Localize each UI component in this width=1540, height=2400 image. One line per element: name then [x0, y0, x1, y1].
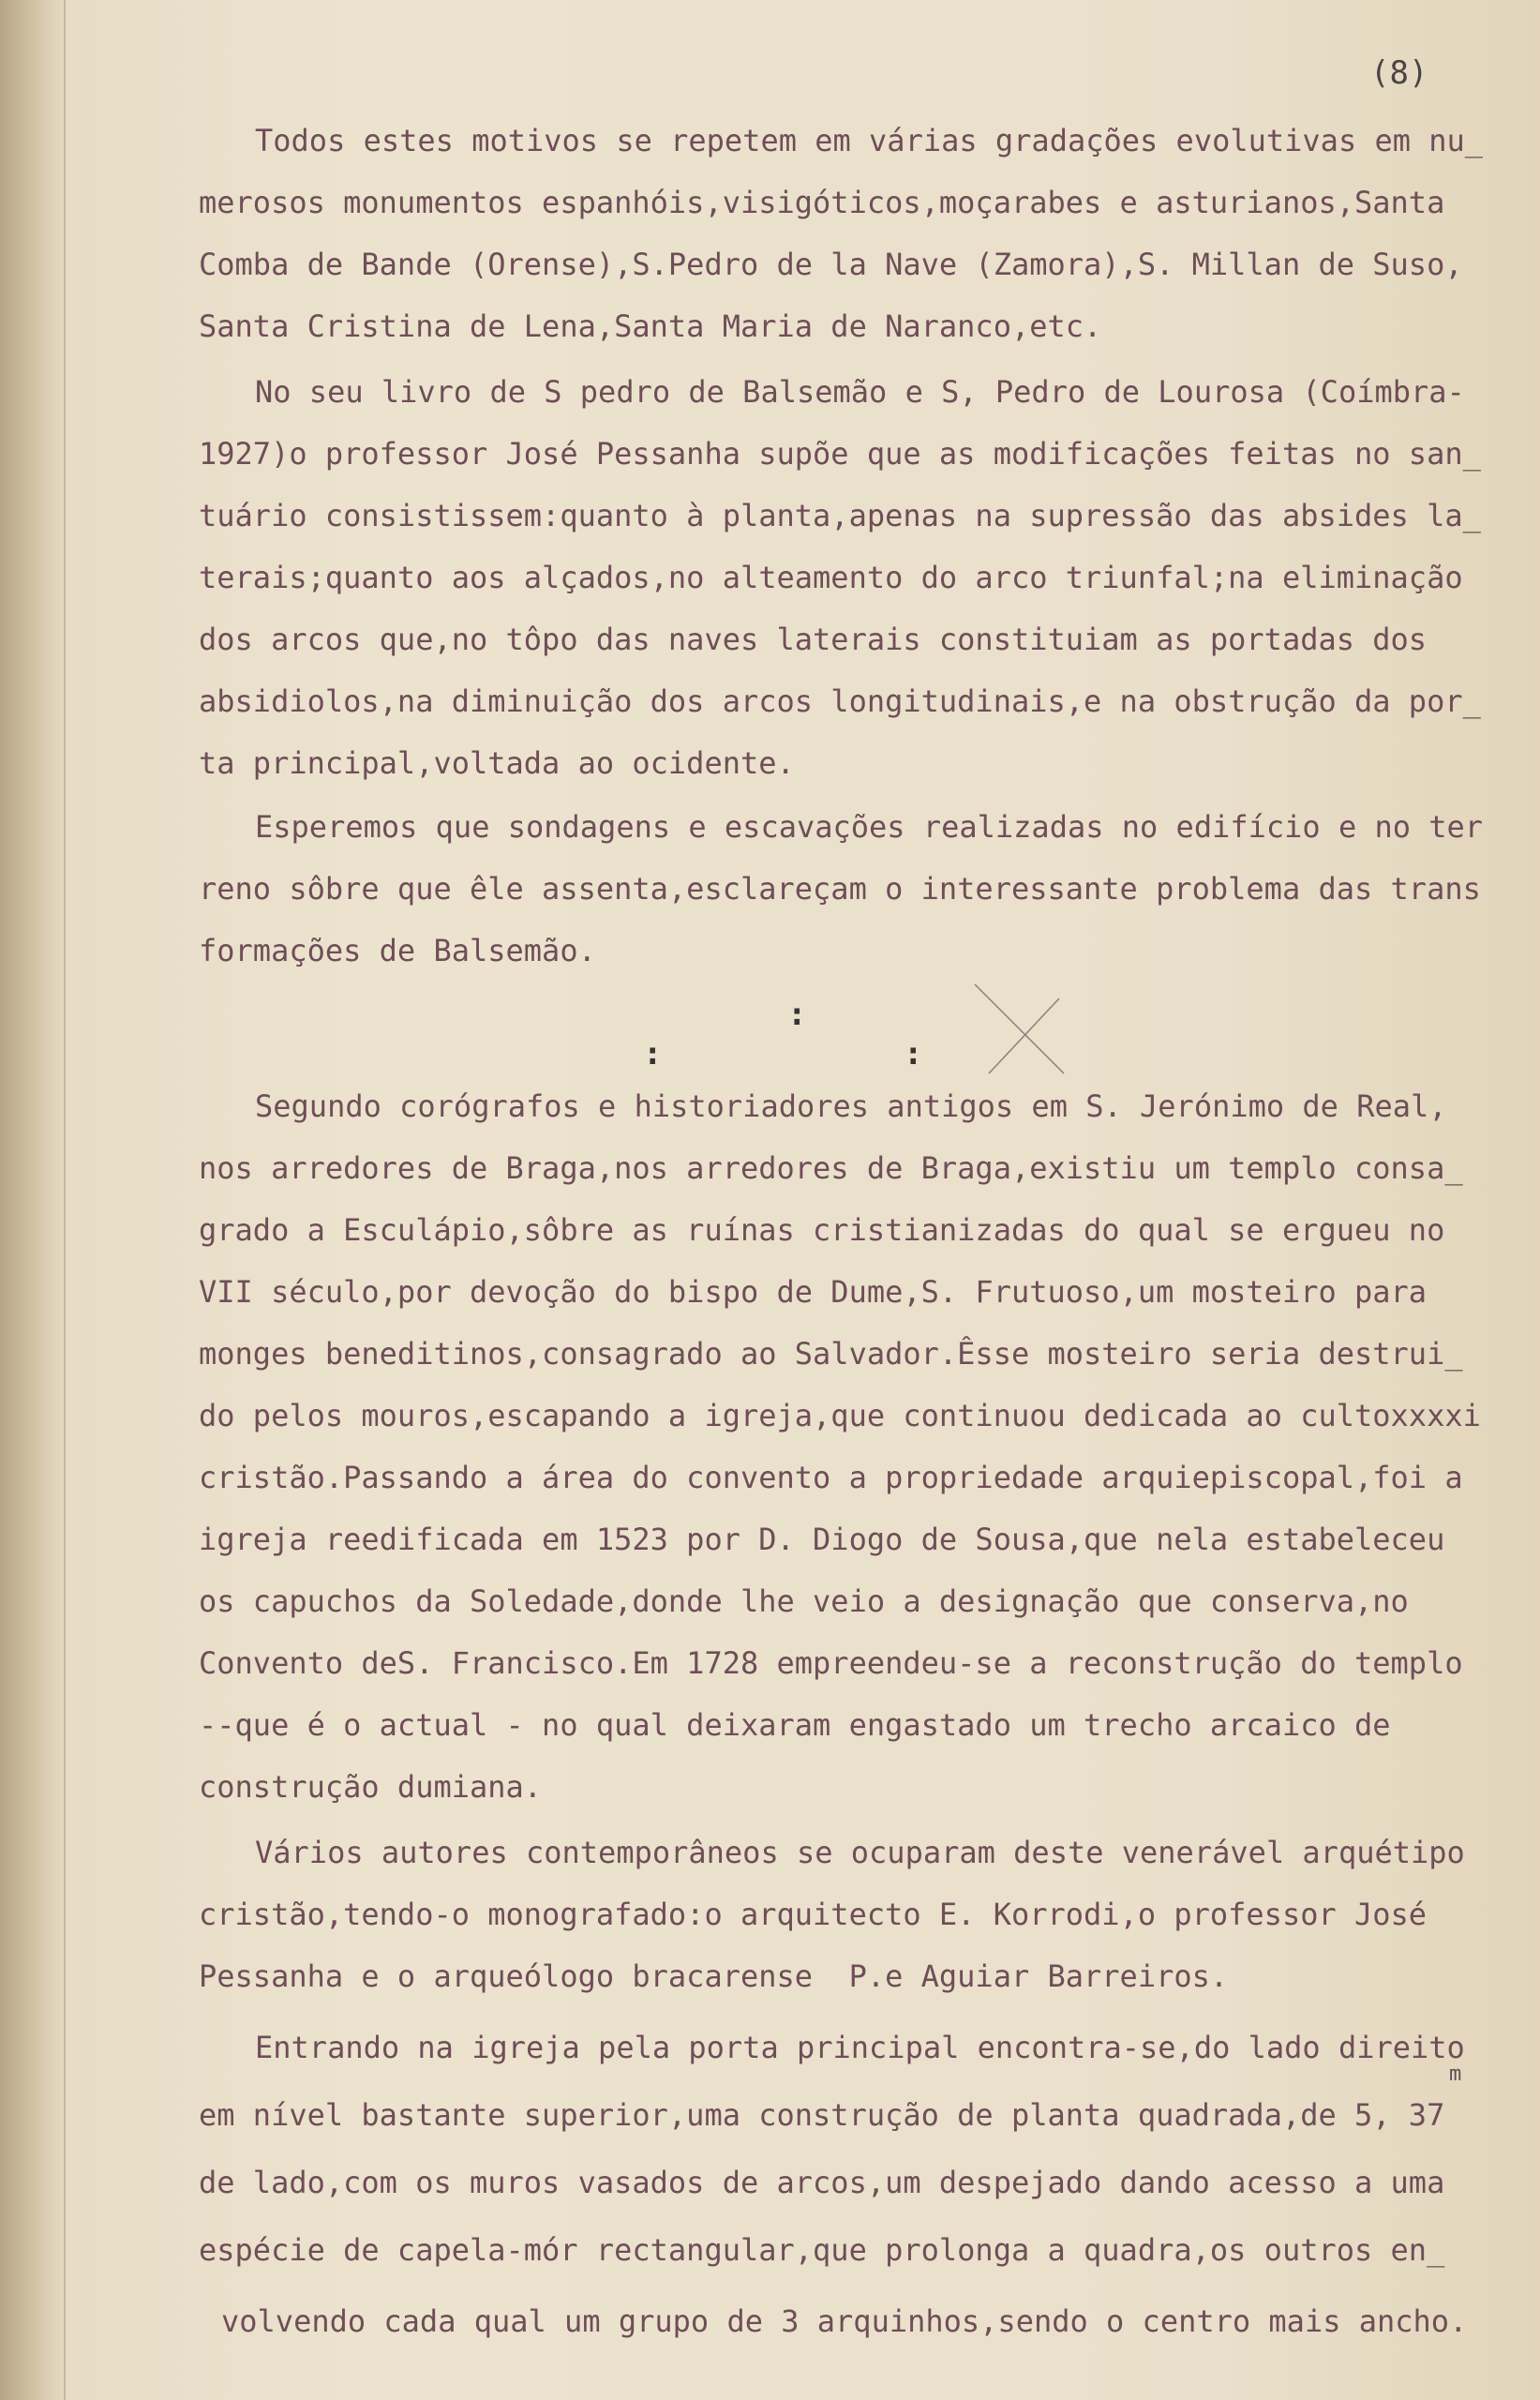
- superscript-meter-mark: m: [1449, 2062, 1462, 2086]
- text-line: Segundo corógrafos e historiadores antigos em S. Jerónimo de Real,: [255, 1088, 1447, 1124]
- text-line: 1927)o professor José Pessanha supõe que as modificações feitas no san_: [199, 436, 1481, 472]
- text-line: dos arcos que,no tôpo das naves laterais constituiam as portadas dos: [199, 622, 1428, 657]
- text-line: espécie de capela-mór rectangular,que prolonga a quadra,os outros en_: [199, 2232, 1445, 2268]
- text-line: --que é o actual - no qual deixaram engastado um trecho arcaico de: [199, 1707, 1391, 1743]
- text-line: Esperemos que sondagens e escavações realizadas no edifício e no ter: [255, 809, 1484, 845]
- text-line: os capuchos da Soledade,donde lhe veio a designação que conserva,no: [199, 1583, 1409, 1619]
- text-line: ta principal,voltada ao ocidente.: [199, 745, 795, 781]
- text-line: Entrando na igreja pela porta principal encontra-se,do lado direito: [255, 2030, 1465, 2065]
- text-line: terais;quanto aos alçados,no alteamento do arco triunfal;na eliminação: [199, 560, 1463, 595]
- text-line: cristão.Passando a área do convento a propriedade arquiepiscopal,foi a: [199, 1460, 1463, 1495]
- text-line: merosos monumentos espanhóis,visigóticos,moçarabes e asturianos,Santa: [199, 185, 1445, 220]
- text-line: em nível bastante superior,uma construção de planta quadrada,de 5, 37: [199, 2097, 1445, 2133]
- text-line: cristão,tendo-o monografado:o arquitecto E. Korrodi,o professor José: [199, 1897, 1428, 1932]
- text-line: Pessanha e o arqueólogo bracarense P.e Aguiar Barreiros.: [199, 1958, 1229, 1994]
- text-line: No seu livro de S pedro de Balsemão e S, Pedro de Lourosa (Coímbra-: [255, 374, 1465, 410]
- text-line: reno sôbre que êle assenta,esclareçam o interessante problema das trans: [199, 871, 1481, 907]
- text-line: monges beneditinos,consagrado ao Salvador.Êsse mosteiro seria destrui_: [199, 1336, 1463, 1372]
- text-line: volvendo cada qual um grupo de 3 arquinhos,sendo o centro mais ancho.: [221, 2303, 1468, 2339]
- text-line: construção dumiana.: [199, 1769, 543, 1805]
- text-line: Santa Cristina de Lena,Santa Maria de Naranco,etc.: [199, 308, 1102, 344]
- text-line: do pelos mouros,escapando a igreja,que continuou dedicada ao cultoxxxxi: [199, 1398, 1481, 1433]
- text-line: absidiolos,na diminuição dos arcos longitudinais,e na obstrução da por_: [199, 683, 1481, 719]
- page-number: (8): [1370, 54, 1428, 92]
- pencil-cross-mark: [970, 980, 1073, 1083]
- text-line: grado a Esculápio,sôbre as ruínas cristianizadas do qual se ergueu no: [199, 1212, 1445, 1248]
- text-line: formações de Balsemão.: [199, 933, 596, 968]
- separator-colon: :: [904, 1035, 923, 1072]
- text-line: tuário consistissem:quanto à planta,apenas na supressão das absides la_: [199, 498, 1481, 533]
- text-line: de lado,com os muros vasados de arcos,um despejado dando acesso a uma: [199, 2165, 1445, 2200]
- separator-colon: :: [643, 1035, 663, 1072]
- text-line: Comba de Bande (Orense),S.Pedro de la Nave (Zamora),S. Millan de Suso,: [199, 247, 1463, 282]
- text-line: Vários autores contemporâneos se ocuparam deste venerável arquétipo: [255, 1835, 1465, 1870]
- text-line: igreja reedificada em 1523 por D. Diogo de Sousa,que nela estabeleceu: [199, 1522, 1445, 1557]
- text-line: Convento deS. Francisco.Em 1728 empreendeu-se a reconstrução do templo: [199, 1645, 1463, 1681]
- text-line: nos arredores de Braga,nos arredores de Braga,existiu um templo consa_: [199, 1150, 1463, 1186]
- text-line: Todos estes motivos se repetem em várias gradações evolutivas em nu_: [255, 123, 1484, 158]
- separator-colon: :: [787, 996, 807, 1033]
- text-line: VII século,por devoção do bispo de Dume,S. Frutuoso,um mosteiro para: [199, 1274, 1428, 1310]
- page-binding-shadow: [0, 0, 66, 2400]
